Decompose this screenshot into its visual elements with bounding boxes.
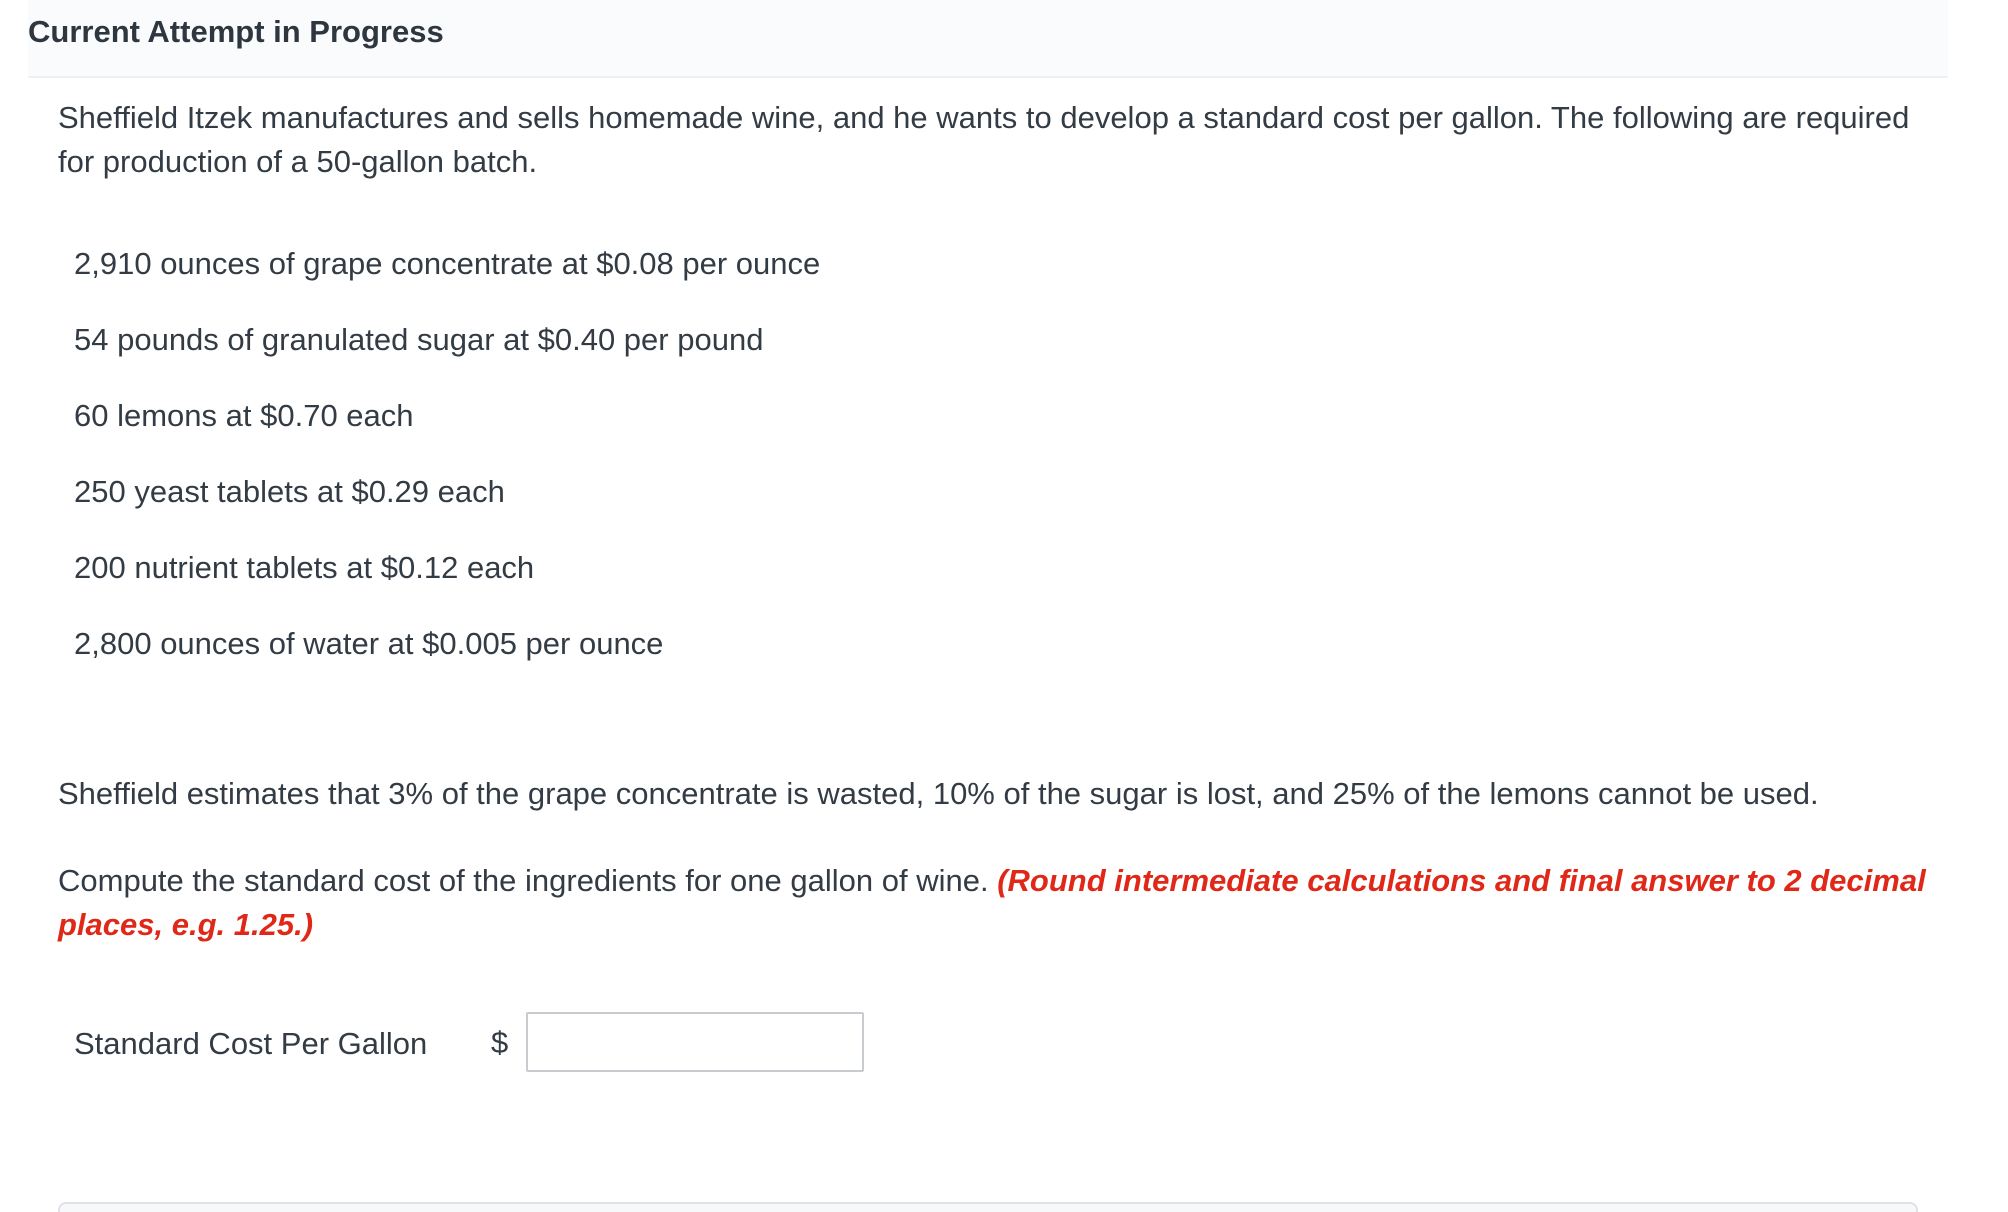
ingredient-item: 60 lemons at $0.70 each (74, 398, 414, 433)
next-section-edge (58, 1202, 1918, 1212)
currency-symbol: $ (491, 1025, 509, 1060)
answer-label: Standard Cost Per Gallon (74, 1026, 428, 1061)
question-intro: Sheffield Itzek manufactures and sells homemade wine, and he wants to develop a standard cost per gallon. The following are required for production of a 50-gallon batch. (58, 100, 1910, 179)
ingredient-item: 250 yeast tablets at $0.29 each (74, 474, 505, 509)
ingredient-item: 2,910 ounces of grape concentrate at $0.08 per ounce (74, 246, 821, 281)
ingredient-list (74, 242, 820, 698)
ingredient-item: 200 nutrient tablets at $0.12 each (74, 550, 535, 585)
question-instruction (58, 859, 1948, 947)
ingredient-item: 2,800 ounces of water at $0.005 per ounce (74, 626, 664, 661)
rounding-hint: (Round intermediate calculations and final answer to 2 decimal places, e.g. 1.25.) (58, 863, 1926, 942)
right-gutter (1948, 0, 2008, 1212)
standard-cost-input[interactable] (526, 1012, 864, 1072)
attempt-header (28, 0, 1948, 78)
question-content (28, 78, 1948, 1212)
question-panel (28, 0, 1948, 1212)
left-gutter (0, 0, 28, 1212)
instruction-text: Compute the standard cost of the ingredients for one gallon of wine. (58, 863, 989, 898)
ingredient-item: 54 pounds of granulated sugar at $0.40 per pound (74, 322, 764, 357)
waste-estimate: Sheffield estimates that 3% of the grape concentrate is wasted, 10% of the sugar is lost, and 25% of the lemons cannot be used. (58, 776, 1819, 811)
attempt-title: Current Attempt in Progress (28, 14, 444, 49)
